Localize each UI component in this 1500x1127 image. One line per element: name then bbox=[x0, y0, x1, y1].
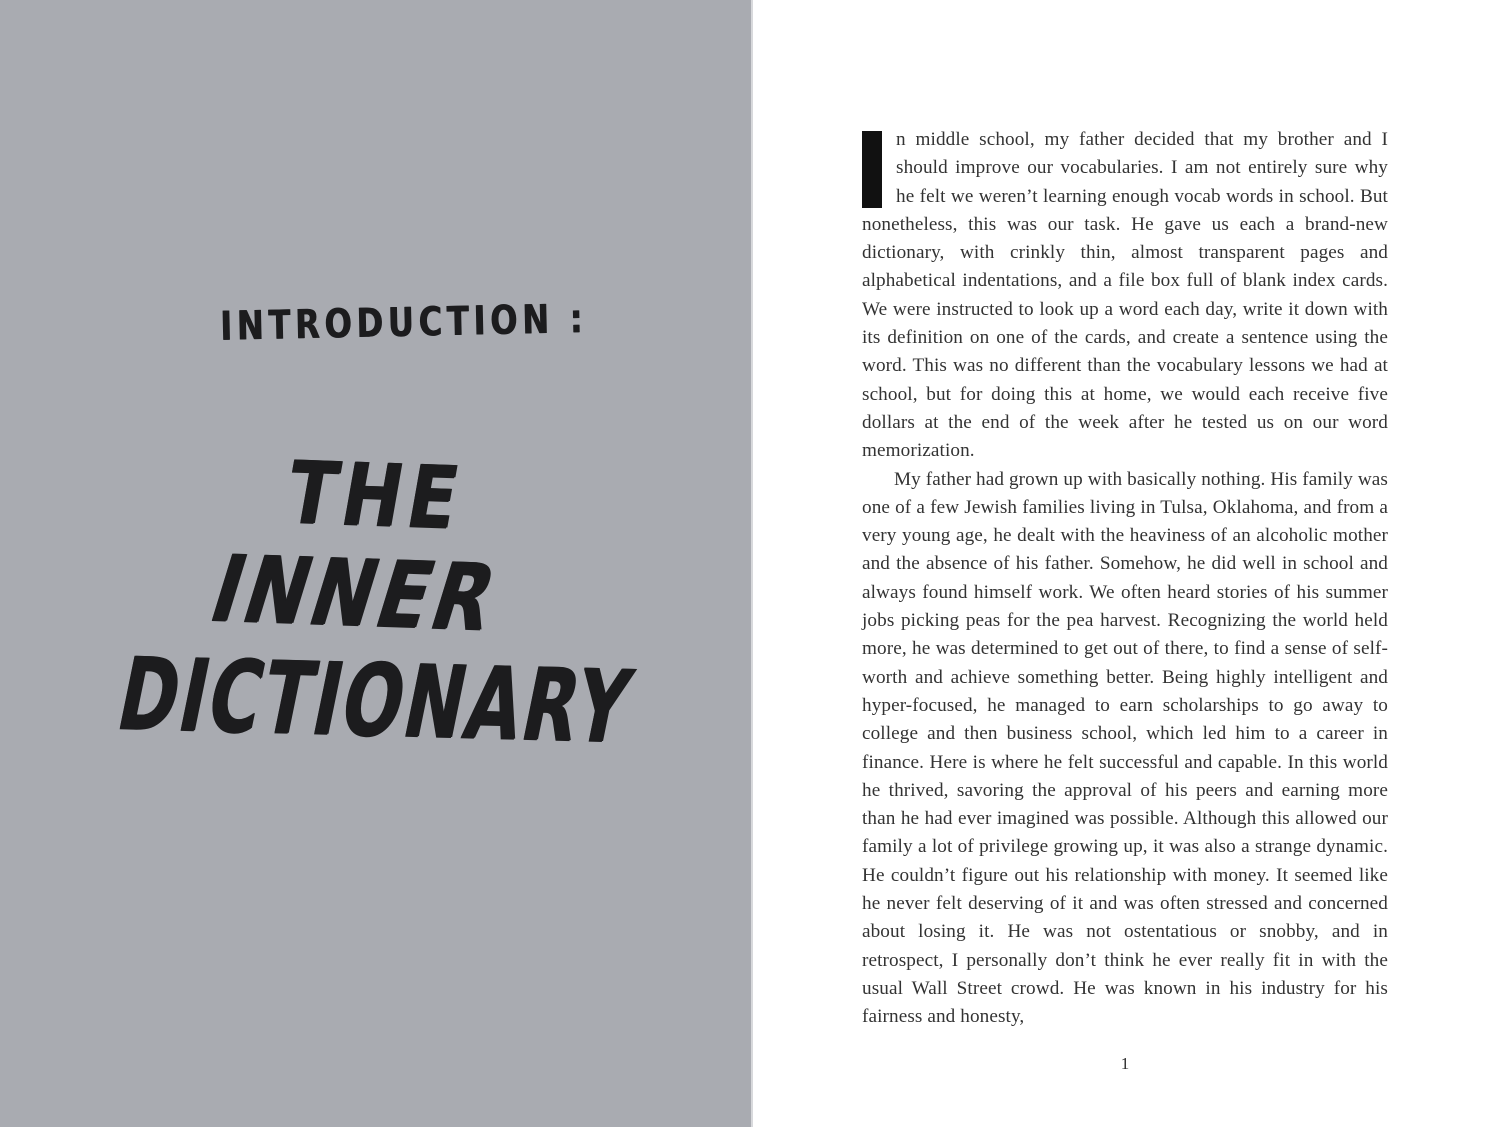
page-number: 1 bbox=[1120, 1054, 1130, 1073]
chapter-title-line-3: DICTIONARY bbox=[108, 635, 643, 766]
drop-cap bbox=[862, 131, 882, 208]
body-text bbox=[862, 126, 1388, 1032]
right-page bbox=[755, 0, 1500, 1127]
chapter-title-line-2: INNER bbox=[198, 535, 513, 652]
paragraph-2: My father had grown up with basically nothing. His family was one of a few Jewish families living in Tulsa, Oklahoma, and from a very young age, he dealt with the heaviness of an alcoholic mother and the absence of his father. Somehow, he did well in school and always found himself work. We often heard stories of his summer jobs picking peas for the pea harvest. Recognizing the world held more, he was determined to get out of there, to find a sense of self-worth and achieve something better. Being highly intelligent and hyper-focused, he managed to earn scholarships to go away to college and then business school, which led him to a career in finance. Here is where he felt successful and capable. In this world he thrived, savoring the approval of his peers and earning more than he had ever imagined was possible. Although this allowed our family a lot of privilege growing up, it was also a strange dynamic. He couldn’t figure out his relationship with money. It seemed like he never felt deserving of it and was often stressed and concerned about losing it. He was not ostentatious or snobby, and in retrospect, I personally don’t think he ever really fit in with the usual Wall Street crowd. He was known in his industry for his fairness and honesty, bbox=[862, 468, 1388, 1028]
chapter-kicker: INTRODUCTION : bbox=[219, 296, 588, 350]
paragraph-1-text: n middle school, my father decided that my brother and I should improve our vocabularies. I am not entirely sure why he felt we weren’t learning enough vocab words in school. But nonetheless, this was our task. He gave us each a brand-new dictionary, with crinkly thin, almost transparent pages and alphabetical indentations, and a file box full of blank index cards. We were instructed to look up a word each day, write it down with its definition on one of the cards, and create a sentence using the word. This was no different than the vocabulary lessons we had at school, but for doing this at home, we would each receive five dollars at the end of the week after he tested us on our word memorization. bbox=[862, 129, 1388, 462]
chapter-title-line-1: THE bbox=[279, 443, 472, 549]
paragraph-1 bbox=[862, 126, 1388, 466]
